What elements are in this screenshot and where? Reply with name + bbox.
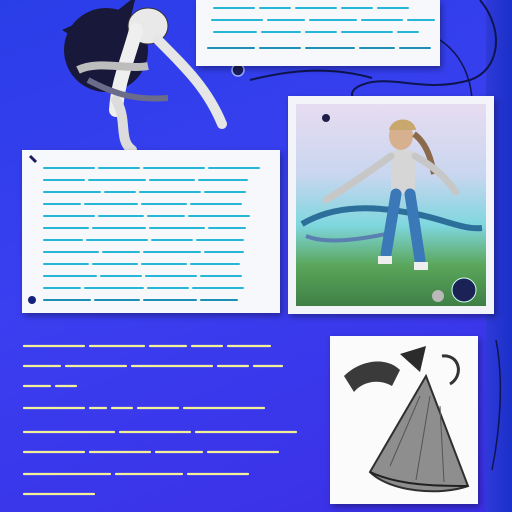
- cone-sketch: [330, 336, 478, 504]
- bottom-scribble-text: [20, 338, 320, 508]
- sketch-card: [330, 336, 478, 504]
- middle-text-card: [22, 150, 280, 313]
- person-figure: [296, 104, 486, 306]
- top-text-card: [196, 0, 440, 66]
- photo-scene: [296, 104, 486, 306]
- middle-card-scribbles: [22, 150, 280, 313]
- photo-card: [288, 96, 494, 314]
- top-card-scribbles: [196, 0, 440, 66]
